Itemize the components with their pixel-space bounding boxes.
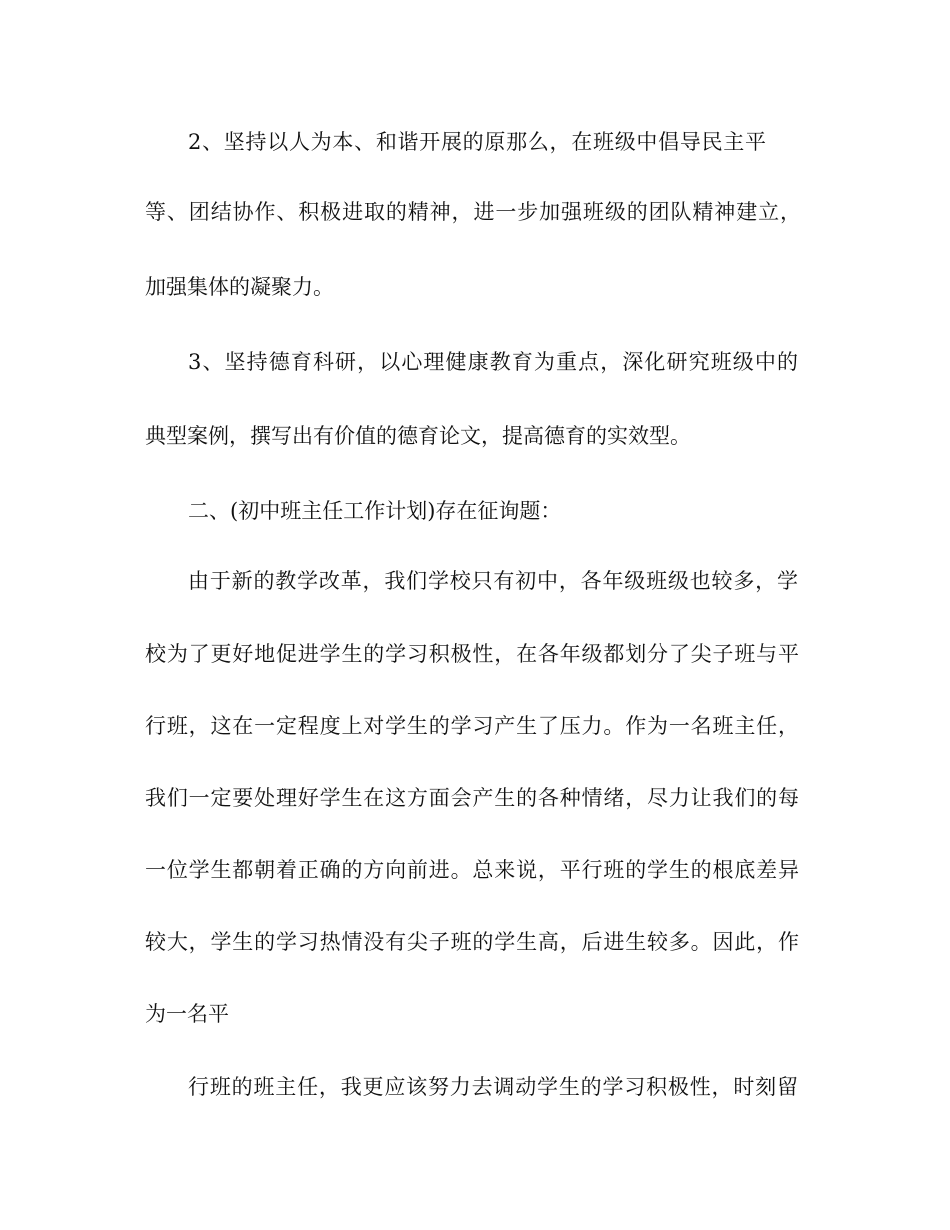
paragraph-line: 为一名平: [145, 1002, 229, 1026]
paragraph-line: 典型案例，撰写出有价值的德育论文，提高德育的实效型。: [145, 424, 691, 448]
paragraph-line: 行班的班主任，我更应该努力去调动学生的学习积极性，时刻留: [188, 1075, 798, 1099]
paragraph-line: 加强集体的凝聚力。: [145, 275, 334, 299]
paragraph-line: 行班，这在一定程度上对学生的学习产生了压力。作为一名班主任，: [145, 714, 799, 738]
paragraph-line: 2、坚持以人为本、和谐开展的原那么，在班级中倡导民主平: [188, 130, 766, 154]
section-heading: 二、(初中班主任工作计划)存在征询题：: [188, 499, 562, 523]
paragraph-line: 3、坚持德育科研，以心理健康教育为重点，深化研究班级中的: [188, 350, 798, 374]
paragraph-line: 等、团结协作、积极进取的精神，进一步加强班级的团队精神建立，: [145, 200, 801, 224]
paragraph-line: 一位学生都朝着正确的方向前进。总来说，平行班的学生的根底差异: [145, 858, 799, 882]
paragraph-line: 由于新的教学改革，我们学校只有初中，各年级班级也较多，学: [188, 569, 798, 593]
paragraph-line: 我们一定要处理好学生在这方面会产生的各种情绪，尽力让我们的每: [145, 786, 799, 810]
paragraph-line: 较大，学生的学习热情没有尖子班的学生高，后进生较多。因此，作: [145, 930, 799, 954]
paragraph-line: 校为了更好地促进学生的学习积极性，在各年级都划分了尖子班与平: [145, 642, 799, 666]
